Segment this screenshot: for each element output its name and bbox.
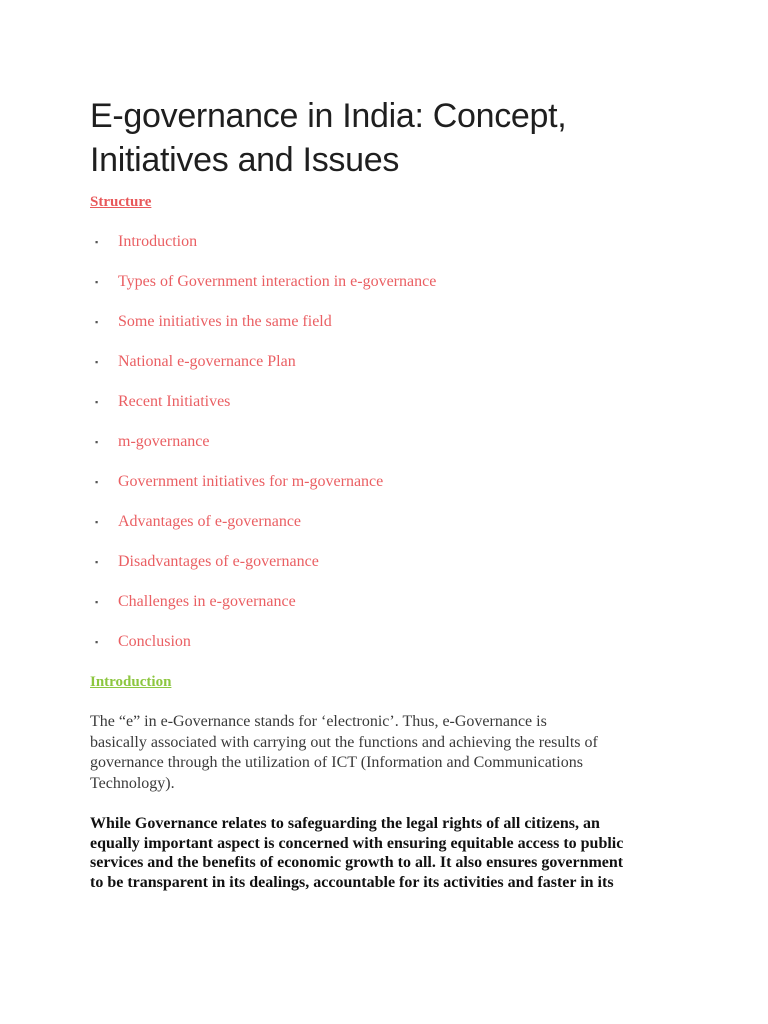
- paragraph-line: While Governance relates to safeguarding the legal rights of all citizens, an: [90, 815, 600, 832]
- paragraph-line: equally important aspect is concerned with ensuring equitable access to public: [90, 834, 624, 852]
- toc-item: [90, 549, 436, 589]
- toc-link-challenges[interactable]: Challenges in e-governance: [118, 593, 296, 610]
- governance-paragraph: [90, 814, 690, 892]
- paragraph-line: Technology).: [90, 774, 175, 792]
- bullet-icon: ▪: [95, 517, 99, 527]
- table-of-contents: [90, 229, 436, 669]
- introduction-heading: Introduction: [90, 674, 172, 690]
- paragraph-line: services and the benefits of economic growth to all. It also ensures government: [90, 854, 624, 871]
- title-line: Initiatives and Issues: [90, 141, 400, 179]
- toc-item: [90, 229, 436, 269]
- bullet-icon: ▪: [95, 557, 99, 567]
- bullet-icon: ▪: [95, 397, 99, 407]
- bullet-icon: ▪: [95, 237, 99, 247]
- toc-link-disadvantages[interactable]: Disadvantages of e-governance: [118, 553, 319, 570]
- toc-item: [90, 589, 436, 629]
- toc-link-introduction[interactable]: Introduction: [118, 233, 198, 250]
- toc-item: [90, 469, 436, 509]
- intro-paragraph: [90, 712, 650, 794]
- bullet-icon: ▪: [95, 637, 99, 647]
- paragraph-line: The “e” in e-Governance stands for ‘electronic’. Thus, e-Governance is: [90, 713, 547, 730]
- toc-link-advantages[interactable]: Advantages of e-governance: [118, 513, 302, 530]
- toc-link-conclusion[interactable]: Conclusion: [118, 633, 191, 650]
- bullet-icon: ▪: [95, 277, 99, 287]
- paragraph-line: basically associated with carrying out the functions and achieving the results of: [90, 733, 598, 751]
- toc-item: [90, 389, 436, 429]
- toc-item: [90, 429, 436, 469]
- toc-item: [90, 629, 436, 669]
- toc-link-recent-initiatives[interactable]: Recent Initiatives: [118, 393, 231, 410]
- toc-item: [90, 269, 436, 309]
- toc-item: [90, 309, 436, 349]
- toc-link-types-of-interaction[interactable]: Types of Government interaction in e-governance: [118, 273, 437, 290]
- toc-link-national-plan[interactable]: National e-governance Plan: [118, 353, 296, 370]
- title-line: E-governance in India: Concept,: [90, 97, 567, 135]
- bullet-icon: ▪: [95, 357, 99, 367]
- bullet-icon: ▪: [95, 437, 99, 447]
- bullet-icon: ▪: [95, 597, 99, 607]
- bullet-icon: ▪: [95, 477, 99, 487]
- structure-heading: Structure: [90, 194, 152, 210]
- paragraph-line: governance through the utilization of ICT (Information and Communications: [90, 754, 583, 771]
- toc-link-some-initiatives[interactable]: Some initiatives in the same field: [118, 313, 332, 330]
- page-title: [90, 94, 730, 182]
- toc-item: [90, 349, 436, 389]
- toc-item: [90, 509, 436, 549]
- bullet-icon: ▪: [95, 317, 99, 327]
- toc-link-m-governance-initiatives[interactable]: Government initiatives for m-governance: [118, 473, 384, 490]
- paragraph-line: to be transparent in its dealings, accountable for its activities and faster in its: [90, 873, 614, 891]
- toc-link-m-governance[interactable]: m-governance: [118, 433, 210, 450]
